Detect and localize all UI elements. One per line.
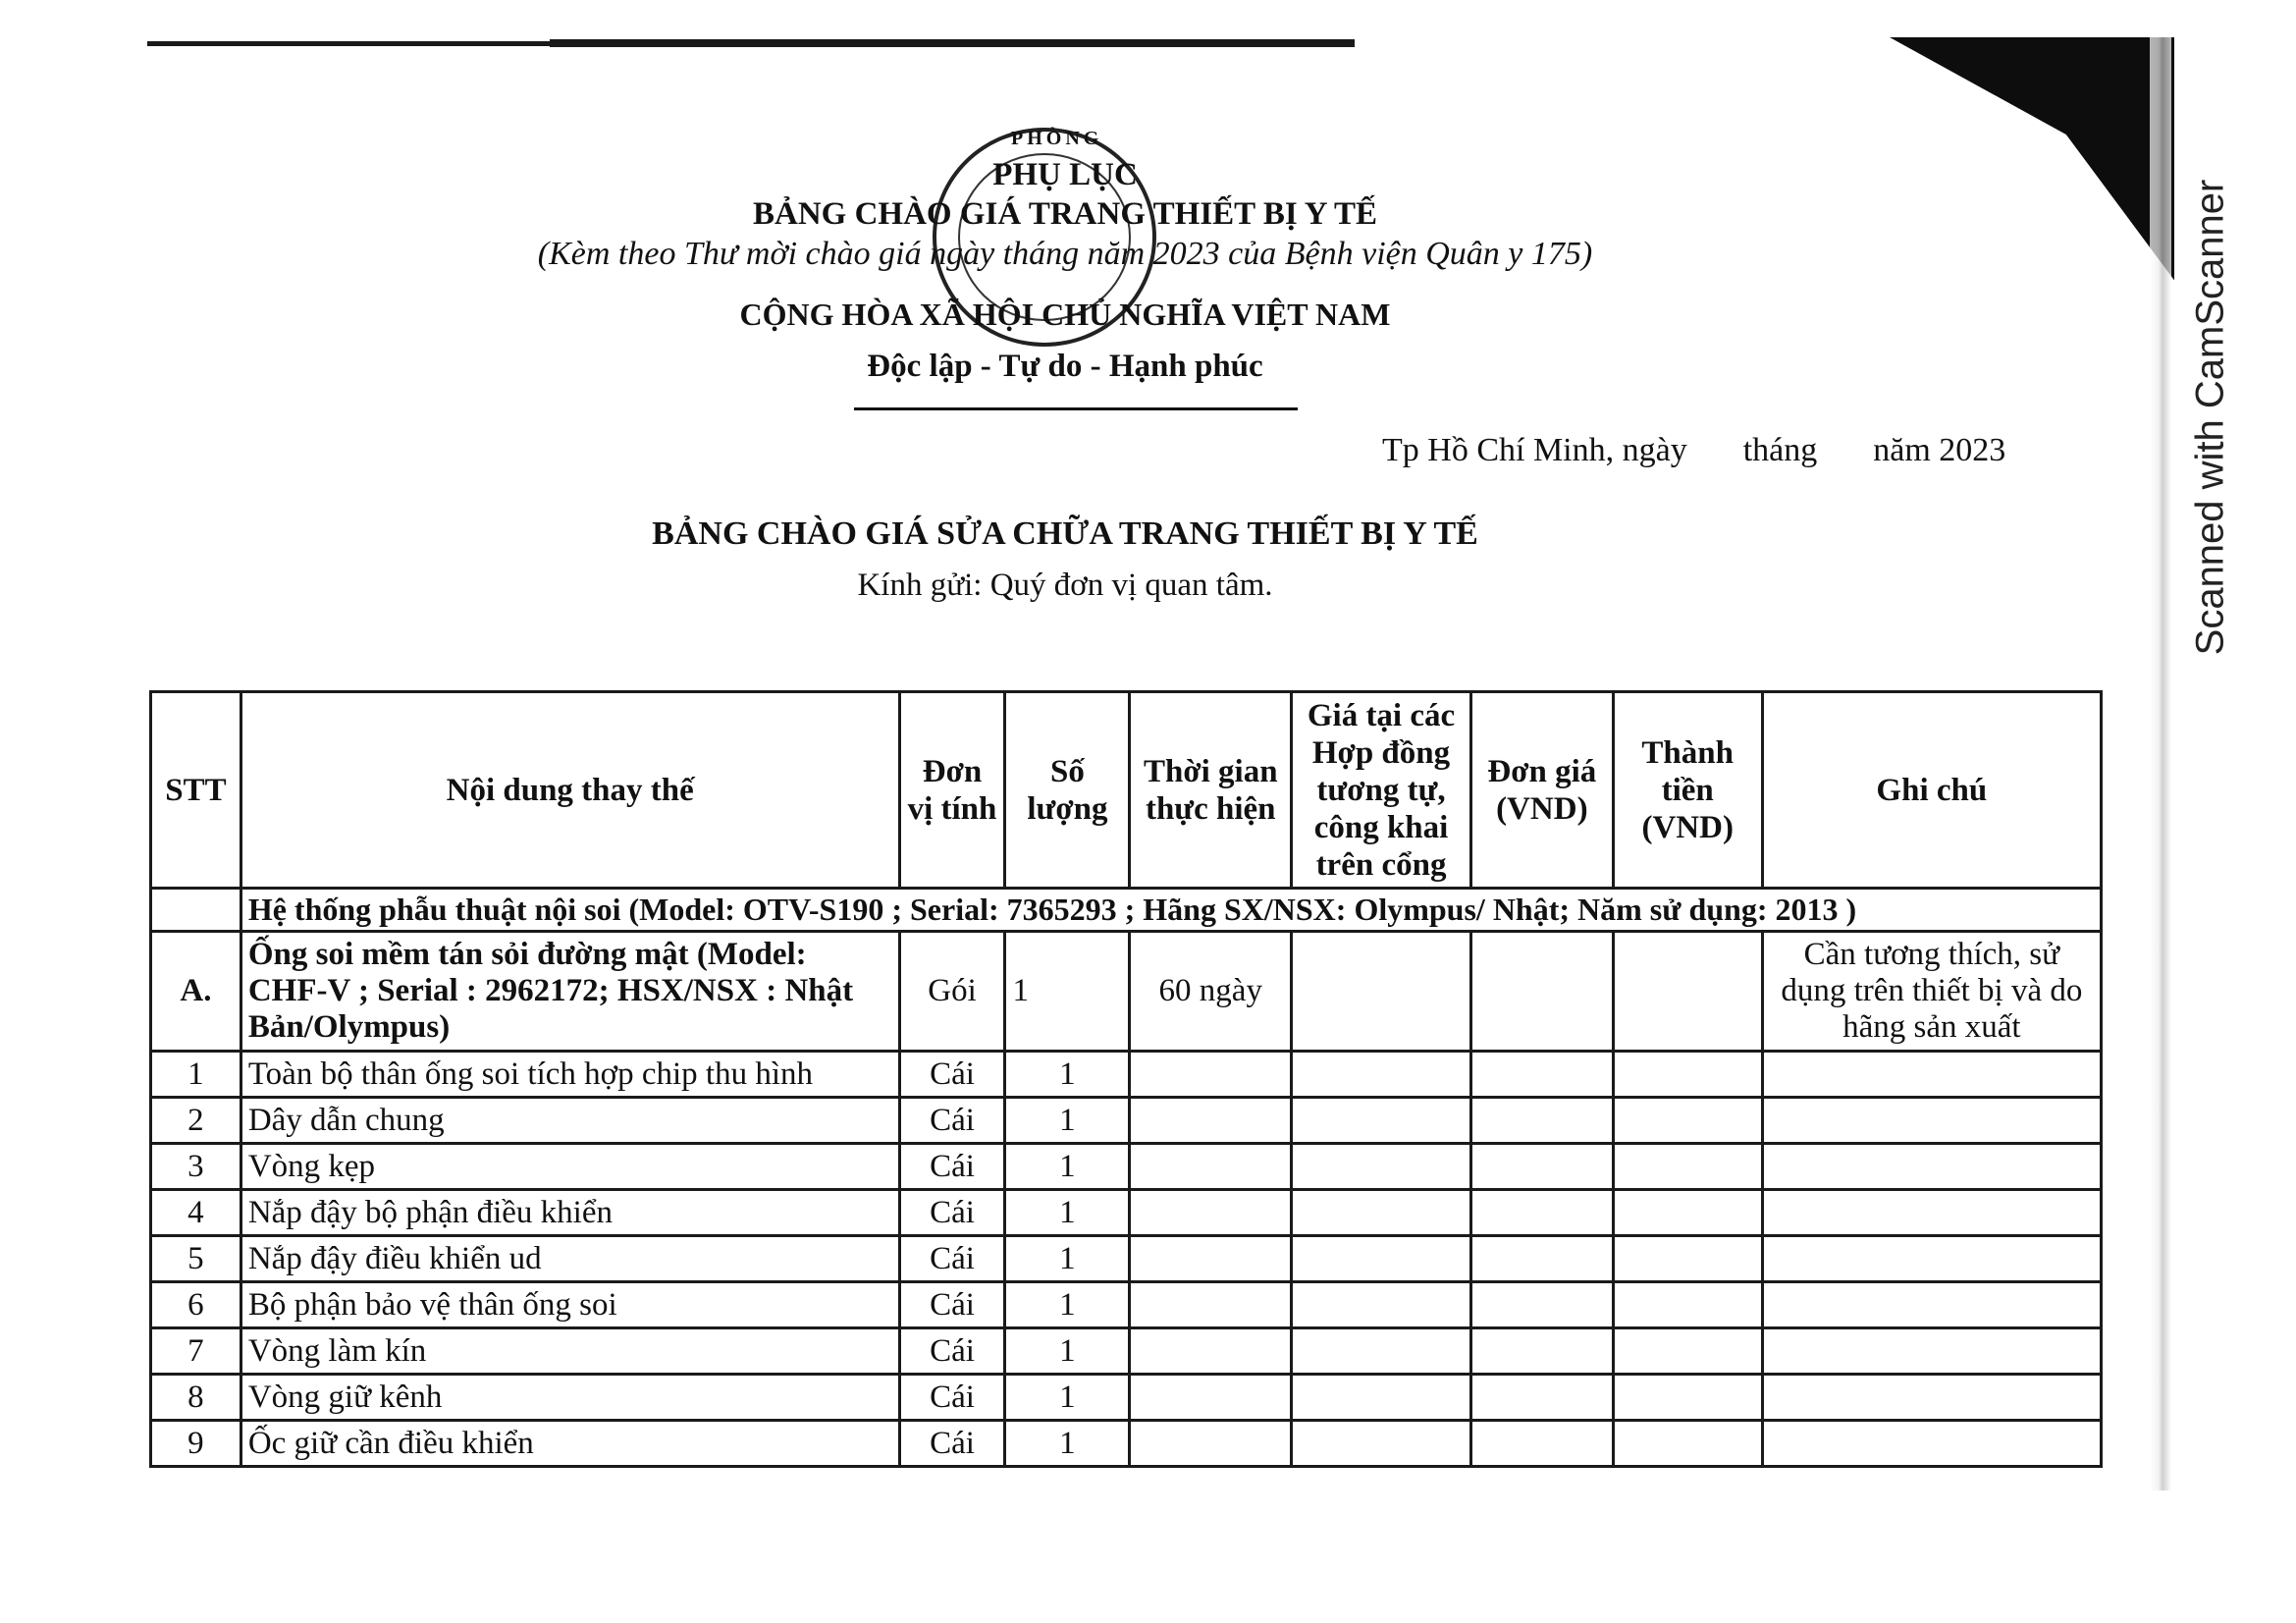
group-stt: A. <box>151 932 241 1052</box>
row-unit: Cái <box>899 1144 1005 1190</box>
group-note: Cần tương thích, sử dụng trên thiết bị và do hãng sản xuất <box>1762 932 2101 1052</box>
header-qty: Số lượng <box>1005 692 1130 889</box>
table-row <box>151 1052 2102 1098</box>
row-qty: 1 <box>1005 1098 1130 1144</box>
table-row <box>151 1282 2102 1328</box>
row-unit: Cái <box>899 1282 1005 1328</box>
header-similar-price: Giá tại các Hợp đồng tương tự, công khai trên cổng <box>1292 692 1471 889</box>
header-content: Nội dung thay thế <box>240 692 899 889</box>
document-title: BẢNG CHÀO GIÁ SỬA CHỮA TRANG THIẾT BỊ Y TẾ <box>652 515 1478 552</box>
row-content: Nắp đậy bộ phận điều khiển <box>240 1190 899 1236</box>
row-unit: Cái <box>899 1098 1005 1144</box>
row-stt: 9 <box>151 1421 241 1467</box>
date-year: năm 2023 <box>1873 432 2006 468</box>
row-content: Nắp đậy điều khiển ud <box>240 1236 899 1282</box>
group-qty: 1 <box>1005 932 1130 1052</box>
row-content: Ốc giữ cần điều khiển <box>240 1421 899 1467</box>
row-stt: 4 <box>151 1190 241 1236</box>
date-place: Tp Hồ Chí Minh, ngày <box>1382 432 1687 468</box>
table-header-row <box>151 692 2102 889</box>
scan-edge-top-thick <box>550 39 1355 47</box>
motto-underline <box>854 407 1298 410</box>
row-content: Vòng kẹp <box>240 1144 899 1190</box>
row-qty: 1 <box>1005 1421 1130 1467</box>
date-month: tháng <box>1742 432 1818 468</box>
row-unit: Cái <box>899 1375 1005 1421</box>
row-unit: Cái <box>899 1190 1005 1236</box>
group-unit: Gói <box>899 932 1005 1052</box>
row-content: Vòng giữ kênh <box>240 1375 899 1421</box>
table-row <box>151 1098 2102 1144</box>
header-title: BẢNG CHÀO GIÁ TRANG THIẾT BỊ Y TẾ <box>752 196 1378 232</box>
stamp-text: PHÒNG <box>1011 128 1103 149</box>
row-qty: 1 <box>1005 1052 1130 1098</box>
row-qty: 1 <box>1005 1190 1130 1236</box>
row-qty: 1 <box>1005 1328 1130 1375</box>
table-row <box>151 1236 2102 1282</box>
header-stt: STT <box>151 692 241 889</box>
row-content: Vòng làm kín <box>240 1328 899 1375</box>
country-name: CỘNG HÒA XÃ HỘI CHỦ NGHĨA VIỆT NAM <box>739 297 1391 332</box>
greeting: Kính gửi: Quý đơn vị quan tâm. <box>857 568 1273 603</box>
row-stt: 3 <box>151 1144 241 1190</box>
row-content: Toàn bộ thân ống soi tích hợp chip thu hình <box>240 1052 899 1098</box>
header-total: Thành tiền (VND) <box>1613 692 1762 889</box>
row-unit: Cái <box>899 1421 1005 1467</box>
row-content: Dây dẫn chung <box>240 1098 899 1144</box>
quotation-table <box>149 690 2103 1468</box>
row-unit: Cái <box>899 1236 1005 1282</box>
header-unit-price: Đơn giá (VND) <box>1470 692 1613 889</box>
row-qty: 1 <box>1005 1236 1130 1282</box>
table-row <box>151 1144 2102 1190</box>
group-row <box>151 932 2102 1052</box>
row-stt: 5 <box>151 1236 241 1282</box>
row-stt: 2 <box>151 1098 241 1144</box>
table-row <box>151 1328 2102 1375</box>
date-line <box>1382 432 2005 469</box>
row-qty: 1 <box>1005 1282 1130 1328</box>
motto: Độc lập - Tự do - Hạnh phúc <box>867 349 1263 384</box>
scan-edge-right <box>2150 37 2171 1490</box>
table-row <box>151 1375 2102 1421</box>
row-unit: Cái <box>899 1052 1005 1098</box>
row-content: Bộ phận bảo vệ thân ống soi <box>240 1282 899 1328</box>
system-description: Hệ thống phẫu thuật nội soi (Model: OTV-S190 ; Serial: 7365293 ; Hãng SX/NSX: Olympus/ Nhật; Năm sử dụng: 2013 ) <box>240 889 2101 932</box>
group-content: Ống soi mềm tán sỏi đường mật (Model: CHF-V ; Serial : 2962172; HSX/NSX : Nhật Bản/Olympus) <box>240 932 899 1052</box>
row-stt: 7 <box>151 1328 241 1375</box>
header-subtitle: (Kèm theo Thư mời chào giá ngày tháng năm 2023 của Bệnh viện Quân y 175) <box>537 236 1593 272</box>
row-stt: 6 <box>151 1282 241 1328</box>
row-unit: Cái <box>899 1328 1005 1375</box>
row-qty: 1 <box>1005 1375 1130 1421</box>
row-qty: 1 <box>1005 1144 1130 1190</box>
camscanner-watermark: Scanned with CamScanner <box>2188 179 2232 656</box>
header-time: Thời gian thực hiện <box>1130 692 1292 889</box>
row-stt: 8 <box>151 1375 241 1421</box>
appendix-label: PHỤ LỤC <box>992 157 1138 192</box>
table-row <box>151 1421 2102 1467</box>
group-time: 60 ngày <box>1130 932 1292 1052</box>
row-stt: 1 <box>151 1052 241 1098</box>
header-unit: Đơn vị tính <box>899 692 1005 889</box>
table-row <box>151 1190 2102 1236</box>
header-note: Ghi chú <box>1762 692 2101 889</box>
system-row <box>151 889 2102 932</box>
